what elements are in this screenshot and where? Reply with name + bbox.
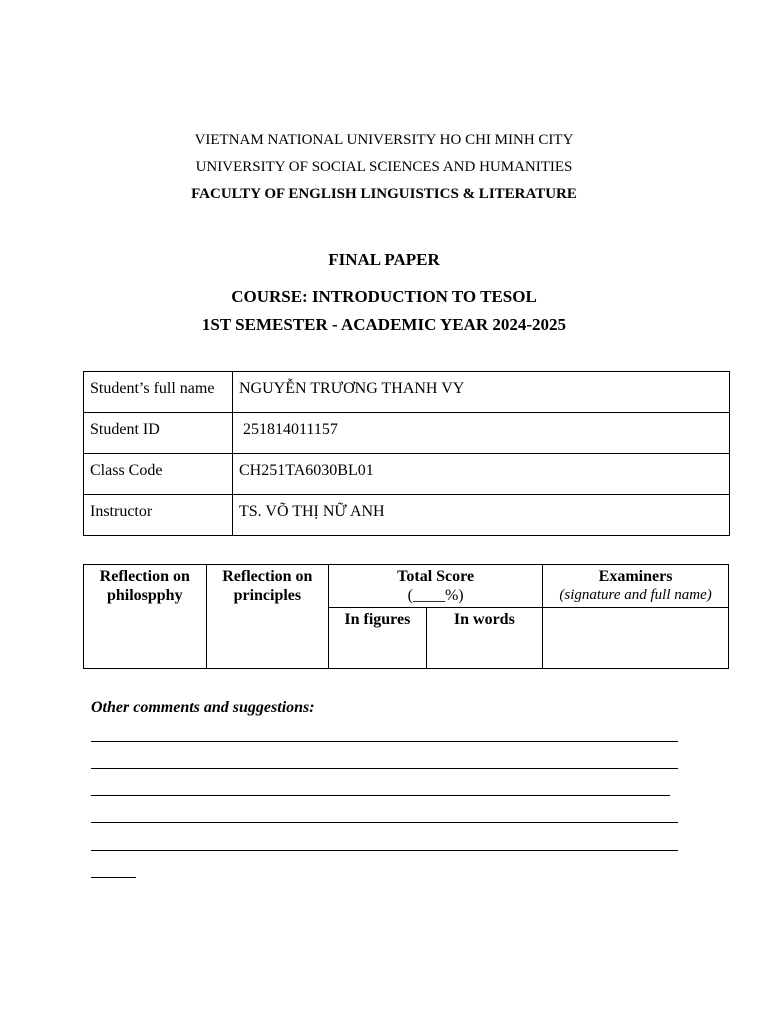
comment-line: [91, 768, 678, 769]
student-info-table: [83, 371, 730, 536]
in-figures-label: In figures: [344, 611, 411, 628]
info-label: Class Code: [84, 454, 233, 495]
principles-header-label: Reflection on principles: [222, 568, 313, 604]
table-row: [84, 413, 730, 454]
comments-label: Other comments and suggestions:: [91, 699, 315, 716]
philosophy-header-label: Reflection on philospphy: [99, 568, 190, 604]
info-label: Instructor: [84, 495, 233, 536]
table-row: [84, 495, 730, 536]
total-score-header: [329, 565, 543, 608]
info-value: CH251TA6030BL01: [233, 454, 730, 495]
philosophy-header: [84, 565, 207, 669]
faculty-name: FACULTY OF ENGLISH LINGUISTICS & LITERATURE: [191, 186, 577, 202]
info-label: Student ID: [84, 413, 233, 454]
table-row: [84, 454, 730, 495]
info-label: Student’s full name: [84, 372, 233, 413]
principles-header: [206, 565, 329, 669]
paper-title: FINAL PAPER: [328, 250, 440, 269]
total-score-label: Total Score: [397, 568, 475, 585]
comment-line: [91, 795, 670, 796]
comment-line: [91, 741, 678, 742]
info-value: 251814011157: [233, 413, 730, 454]
table-row: [84, 565, 729, 608]
total-score-percent: (____%): [407, 587, 464, 604]
in-figures-cell: [329, 608, 426, 669]
score-table: [83, 564, 729, 669]
school-name: UNIVERSITY OF SOCIAL SCIENCES AND HUMANITIES: [195, 159, 573, 175]
university-name: VIETNAM NATIONAL UNIVERSITY HO CHI MINH CITY: [194, 132, 574, 148]
in-words-cell: [426, 608, 543, 669]
examiners-sublabel: (signature and full name): [559, 587, 712, 603]
info-value: NGUYỄN TRƯƠNG THANH VY: [233, 372, 730, 413]
comment-line: [91, 877, 136, 878]
comment-line: [91, 822, 678, 823]
comment-line: [91, 850, 678, 851]
course-title: COURSE: INTRODUCTION TO TESOL: [231, 287, 537, 306]
table-row: [84, 372, 730, 413]
examiners-header: [543, 565, 729, 608]
examiners-label: Examiners: [598, 568, 673, 585]
semester-title: 1ST SEMESTER - ACADEMIC YEAR 2024-2025: [201, 315, 567, 334]
in-words-label: In words: [453, 611, 515, 628]
examiners-signature-cell: [543, 608, 729, 669]
info-value: TS. VÕ THỊ NỮ ANH: [233, 495, 730, 536]
